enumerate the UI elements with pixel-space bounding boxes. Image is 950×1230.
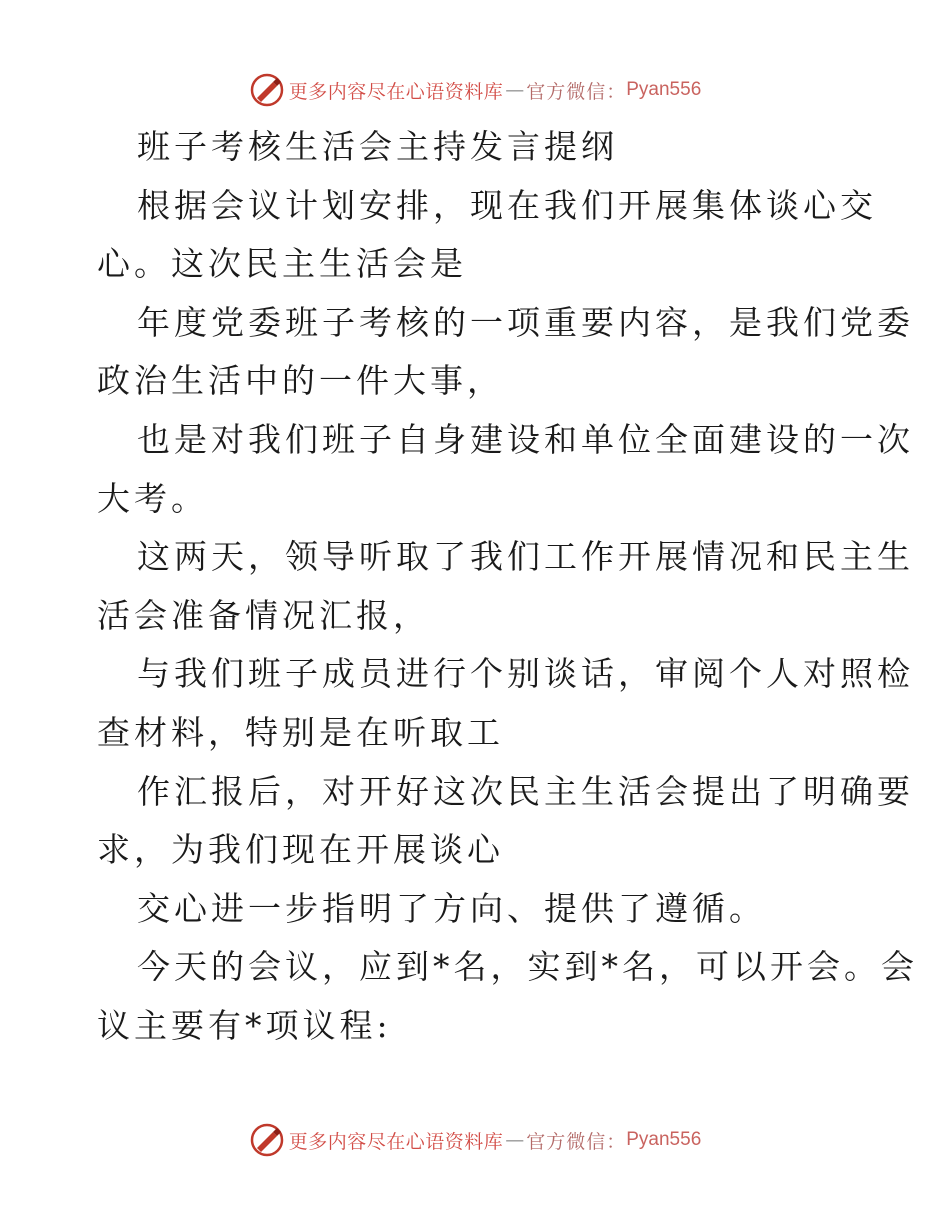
banner-dash: — — [505, 1129, 525, 1151]
paragraph-line: 心。这次民主生活会是 — [97, 244, 467, 284]
banner-main-text: 更多内容尽在心语资料库 — [288, 80, 504, 103]
banner-dash: — — [505, 79, 525, 101]
paragraph-line: 交心进一步指明了方向、提供了遵循。 — [137, 888, 766, 928]
paragraph-line: 今天的会议，应到*名，实到*名，可以开会。会 — [137, 947, 918, 987]
document-title: 班子考核生活会主持发言提纲 — [137, 127, 618, 166]
paragraph-line: 年度党委班子考核的一项重要内容，是我们党委 — [137, 302, 914, 342]
header-banner — [0, 70, 950, 110]
paragraph-line: 作汇报后，对开好这次民主生活会提出了明确要 — [137, 771, 914, 811]
paragraph-line: 政治生活中的一件大事， — [97, 361, 504, 401]
pen-logo-icon — [249, 72, 285, 108]
paragraph-line: 也是对我们班子自身建设和单位全面建设的一次 — [137, 419, 914, 459]
paragraph-line: 查材料，特别是在听取工 — [97, 712, 504, 752]
paragraph-line: 根据会议计划安排，现在我们开展集体谈心交 — [137, 185, 877, 225]
pen-logo-icon — [249, 1122, 285, 1158]
paragraph-line: 与我们班子成员进行个别谈话，审阅个人对照检 — [137, 654, 914, 694]
banner-wechat-id: Pyan556 — [626, 1129, 702, 1150]
paragraph-line: 求，为我们现在开展谈心 — [97, 830, 504, 870]
banner-main-text: 更多内容尽在心语资料库 — [288, 1130, 504, 1153]
paragraph-line: 这两天，领导听取了我们工作开展情况和民主生 — [137, 537, 914, 577]
banner-wechat-label: 官方微信： — [526, 1130, 627, 1153]
paragraph-line: 议主要有*项议程: — [97, 1005, 392, 1045]
document-body — [97, 118, 918, 1056]
banner-wechat-label: 官方微信： — [526, 80, 627, 103]
paragraph-line: 活会准备情况汇报， — [97, 595, 430, 635]
footer-banner — [0, 1120, 950, 1160]
banner-wechat-id: Pyan556 — [626, 79, 702, 100]
paragraph-line: 大考。 — [97, 478, 208, 518]
